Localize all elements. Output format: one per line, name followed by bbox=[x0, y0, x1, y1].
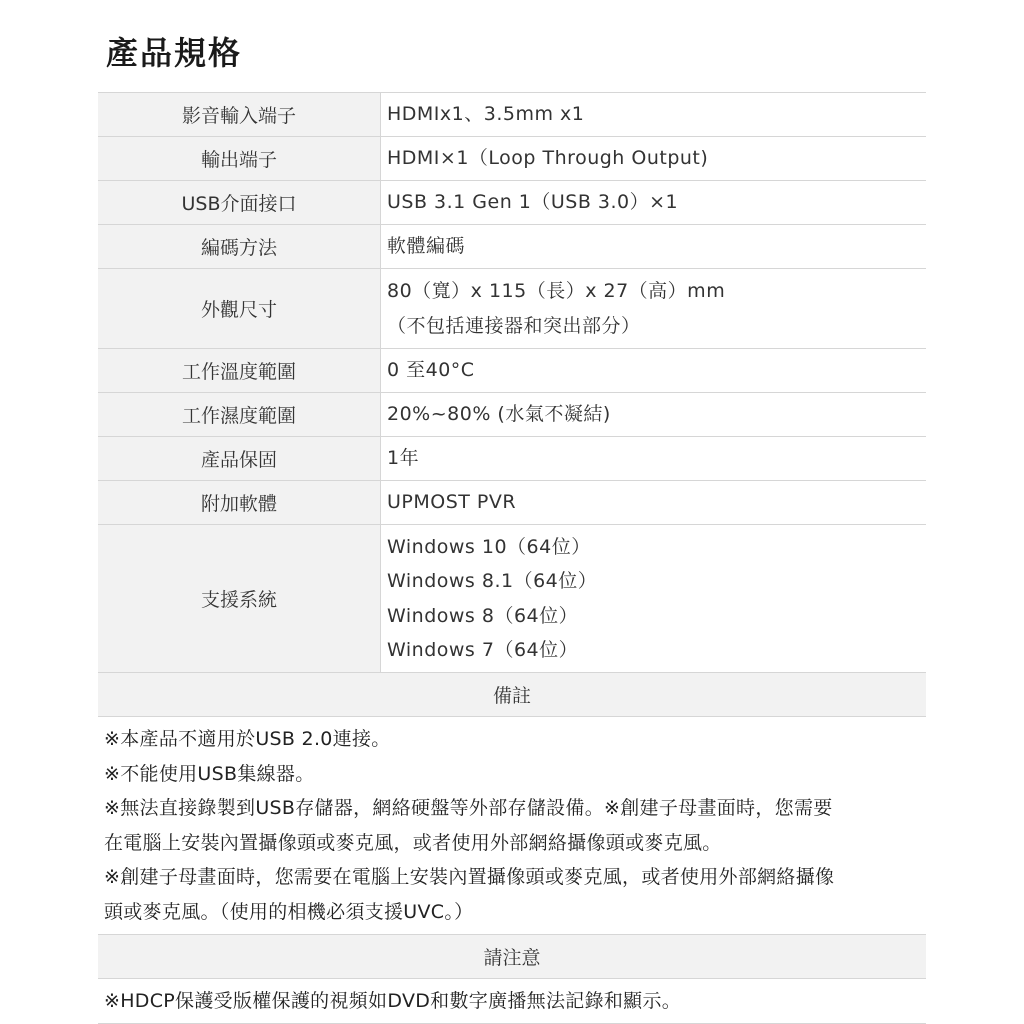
spec-value bbox=[381, 525, 926, 672]
spec-label: 產品保固 bbox=[98, 437, 381, 480]
spec-value-line: 軟體編碼 bbox=[387, 235, 466, 258]
remarks-list bbox=[98, 717, 926, 934]
spec-value bbox=[381, 269, 926, 348]
spec-value bbox=[381, 393, 926, 436]
notice-header: 請注意 bbox=[98, 934, 926, 979]
spec-value-line: HDMIx1、3.5mm x1 bbox=[387, 103, 585, 126]
spec-value-line: 20%~80% (水氣不凝結) bbox=[387, 403, 611, 426]
notice-line: ※HDCP保護受版權保護的視頻如DVD和數字廣播無法記錄和顯示。 bbox=[104, 989, 682, 1012]
page-title: 產品規格 bbox=[106, 34, 243, 72]
spec-label: 輸出端子 bbox=[98, 137, 381, 180]
spec-label: 外觀尺寸 bbox=[98, 269, 381, 348]
spec-row bbox=[98, 437, 926, 481]
spec-value-line: USB 3.1 Gen 1（USB 3.0）×1 bbox=[387, 191, 679, 214]
spec-row bbox=[98, 269, 926, 349]
spec-value-line: 1年 bbox=[387, 447, 420, 470]
remark-line: ※本產品不適用於USB 2.0連接。 bbox=[104, 728, 391, 750]
notice-list bbox=[98, 979, 926, 1024]
spec-value bbox=[381, 181, 926, 224]
spec-value-line: （不包括連接器和突出部分） bbox=[387, 314, 641, 337]
spec-value bbox=[381, 481, 926, 524]
spec-row bbox=[98, 525, 926, 673]
spec-value bbox=[381, 437, 926, 480]
spec-label: 工作濕度範圍 bbox=[98, 393, 381, 436]
spec-value bbox=[381, 137, 926, 180]
spec-value-line: 0 至40°C bbox=[387, 359, 475, 382]
remark-line: ※不能使用USB集線器。 bbox=[104, 762, 315, 785]
spec-value-line: UPMOST PVR bbox=[387, 491, 517, 514]
spec-value-line: Windows 8（64位） bbox=[387, 604, 579, 627]
remark-line: 在電腦上安裝內置攝像頭或麥克風，或者使用外部網絡攝像頭或麥克風。 bbox=[104, 831, 722, 854]
spec-row bbox=[98, 181, 926, 225]
spec-row bbox=[98, 225, 926, 269]
remarks-header: 備註 bbox=[98, 673, 926, 717]
spec-value-line: Windows 7（64位） bbox=[387, 639, 579, 661]
spec-row bbox=[98, 481, 926, 525]
spec-label: USB介面接口 bbox=[98, 181, 381, 224]
spec-value bbox=[381, 93, 926, 136]
spec-table bbox=[98, 92, 926, 1024]
spec-row bbox=[98, 137, 926, 181]
remark-line: 頭或麥克風。（使用的相機必須支援UVC。） bbox=[104, 900, 474, 923]
spec-label: 附加軟體 bbox=[98, 481, 381, 524]
remark-line: ※創建子母畫面時，您需要在電腦上安裝內置攝像頭或麥克風，或者使用外部網絡攝像 bbox=[104, 866, 835, 889]
spec-rows bbox=[98, 93, 926, 673]
spec-value bbox=[381, 225, 926, 268]
spec-label: 工作溫度範圍 bbox=[98, 349, 381, 392]
remark-line: ※無法直接錄製到USB存儲器，網絡硬盤等外部存儲設備。※創建子母畫面時，您需要 bbox=[104, 797, 833, 820]
spec-row bbox=[98, 393, 926, 437]
spec-row bbox=[98, 349, 926, 393]
spec-value bbox=[381, 349, 926, 392]
spec-value-line: 80（寬）x 115（長）x 27（高）mm bbox=[387, 280, 726, 302]
spec-value-line: Windows 10（64位） bbox=[387, 535, 591, 558]
spec-value-line: HDMI×1（Loop Through Output) bbox=[387, 147, 709, 170]
spec-row bbox=[98, 93, 926, 137]
spec-label: 影音輸入端子 bbox=[98, 93, 381, 136]
spec-value-line: Windows 8.1（64位） bbox=[387, 570, 598, 592]
spec-label: 編碼方法 bbox=[98, 225, 381, 268]
spec-label: 支援系統 bbox=[98, 525, 381, 672]
